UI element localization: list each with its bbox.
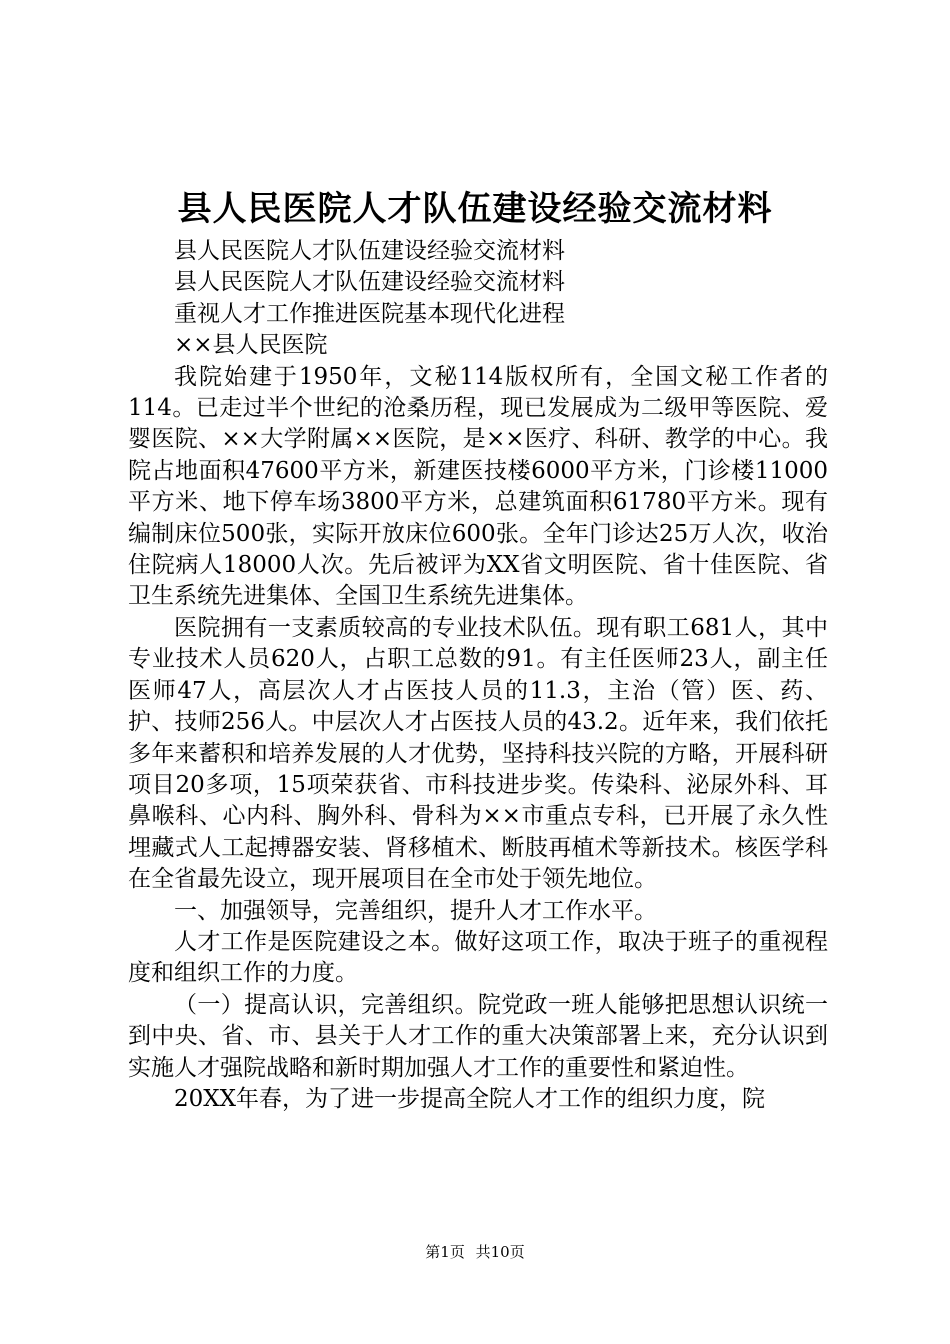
paragraph-author: ××县人民医院: [174, 332, 328, 359]
paragraph-section-intro: 人才工作是医院建设之本。做好这项工作，取决于班子的重视程度和组织工作的力度。: [128, 928, 828, 987]
page-number: 第1页: [425, 1243, 465, 1261]
document-body: [128, 236, 828, 1115]
page-footer: [0, 1240, 950, 1264]
paragraph-subtitle: 重视人才工作推进医院基本现代化进程: [174, 300, 565, 327]
page-total: 共10页: [475, 1243, 525, 1261]
paragraph-staff-overview: 医院拥有一支素质较高的专业技术队伍。现有职工681人，其中专业技术人员620人，占职工总数的91。有主任医师23人，副主任医师47人，高层次人才占医技人员的11.3，主治（管）医、药、护、技师256人。中层次人才占医技人员的43.2。近年来，我们依托多年来蓄积和培养发展的人才优势，坚持科技兴院的方略，开展科研项目20多项，15项荣获省、市科技进步奖。传染科、泌尿外科、耳鼻喉科、心内科、胸外科、骨科为××市重点专科，已开展了永久性埋藏式人工起搏器安装、肾移植术、断肢再植术等新技术。核医学科在全省最先设立，现开展项目在全市处于领先地位。: [128, 614, 828, 893]
section-heading-1: 一、加强领导，完善组织，提升人才工作水平。: [174, 897, 657, 924]
document-title: 县人民医院人才队伍建设经验交流材料: [177, 189, 773, 229]
paragraph-subsection-1: （一）提高认识，完善组织。院党政一班人能够把思想认识统一到中央、省、市、县关于人才工作的重大决策部署上来，充分认识到实施人才强院战略和新时期加强人才工作的重要性和紧迫性。: [128, 991, 828, 1081]
paragraph-hospital-overview: 我院始建于1950年，文秘114版权所有，全国文秘工作者的114。已走过半个世纪的沧桑历程，现已发展成为二级甲等医院、爱婴医院、××大学附属××医院，是××医疗、科研、教学的中心。我院占地面积47600平方米，新建医技楼6000平方米，门诊楼11000平方米、地下停车场3800平方米，总建筑面积61780平方米。现有编制床位500张，实际开放床位600张。全年门诊达25万人次，收治住院病人18000人次。先后被评为XX省文明医院、省十佳医院、省卫生系统先进集体、全国卫生系统先进集体。: [128, 363, 828, 610]
paragraph-repeat-title-1: 县人民医院人才队伍建设经验交流材料: [174, 238, 565, 264]
paragraph-continuation: 20XX年春，为了进一步提高全院人才工作的组织力度，院: [174, 1085, 766, 1112]
paragraph-repeat-title-2: 县人民医院人才队伍建设经验交流材料: [174, 269, 565, 296]
